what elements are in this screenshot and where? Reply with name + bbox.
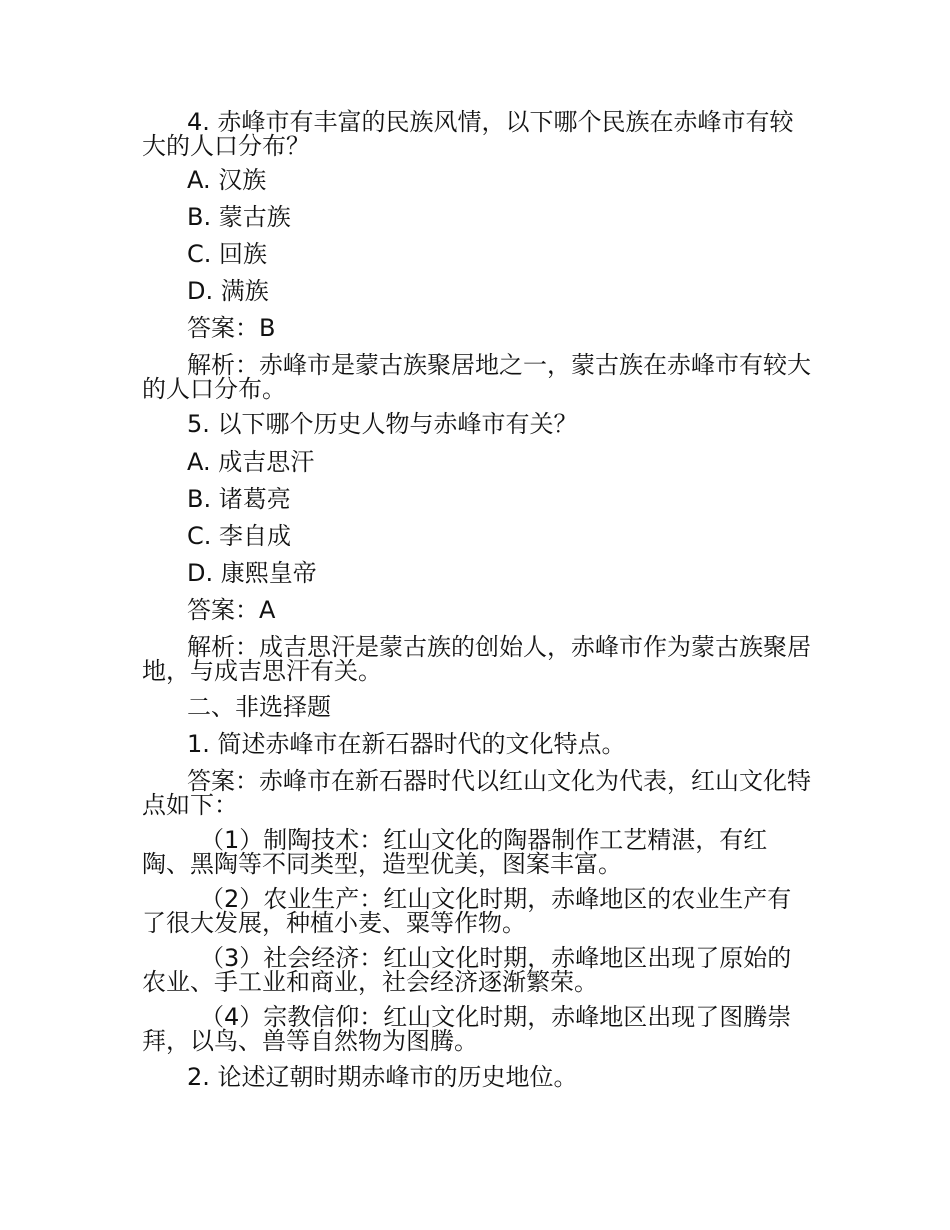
question-5-option-b: B. 诸葛亮 [187,485,291,513]
answer-point-3: （3）社会经济：红山文化时期，赤峰地区出现了原始的农业、手工业和商业，社会经济逐渐繁荣。 [142,944,792,996]
section-2-question-2-text: 2. 论述辽朝时期赤峰市的历史地位。 [187,1063,578,1091]
section-2-question-1-answer: 答案：赤峰市在新石器时代以红山文化为代表，红山文化特点如下： [142,767,811,819]
question-5-option-c: C. 李自成 [187,522,292,550]
question-5-answer: 答案：A [187,596,276,624]
question-5-text: 5. 以下哪个历史人物与赤峰市有关？ [187,410,578,438]
question-4-option-b: B. 蒙古族 [187,203,291,231]
question-4-option-d: D. 满族 [187,277,269,305]
question-4-option-a: A. 汉族 [187,166,267,194]
section-2-question-1-text: 1. 简述赤峰市在新石器时代的文化特点。 [187,730,626,758]
question-5-option-d: D. 康熙皇帝 [187,559,317,587]
answer-point-2: （2）农业生产：红山文化时期，赤峰地区的农业生产有了很大发展，种植小麦、粟等作物。 [142,885,792,937]
question-4-analysis: 解析：赤峰市是蒙古族聚居地之一，蒙古族在赤峰市有较大的人口分布。 [142,351,811,403]
section-2-heading: 二、非选择题 [187,693,331,721]
answer-point-1: （1）制陶技术：红山文化的陶器制作工艺精湛，有红陶、黑陶等不同类型，造型优美，图案丰富。 [142,826,768,878]
question-4-text: 4. 赤峰市有丰富的民族风情，以下哪个民族在赤峰市有较大的人口分布？ [142,108,794,160]
question-4-option-c: C. 回族 [187,240,268,268]
question-4-answer: 答案：B [187,314,276,342]
question-5-analysis: 解析：成吉思汗是蒙古族的创始人，赤峰市作为蒙古族聚居地，与成吉思汗有关。 [142,633,811,685]
question-5-option-a: A. 成吉思汗 [187,448,315,476]
answer-point-4: （4）宗教信仰：红山文化时期，赤峰地区出现了图腾崇拜，以鸟、兽等自然物为图腾。 [142,1003,792,1055]
